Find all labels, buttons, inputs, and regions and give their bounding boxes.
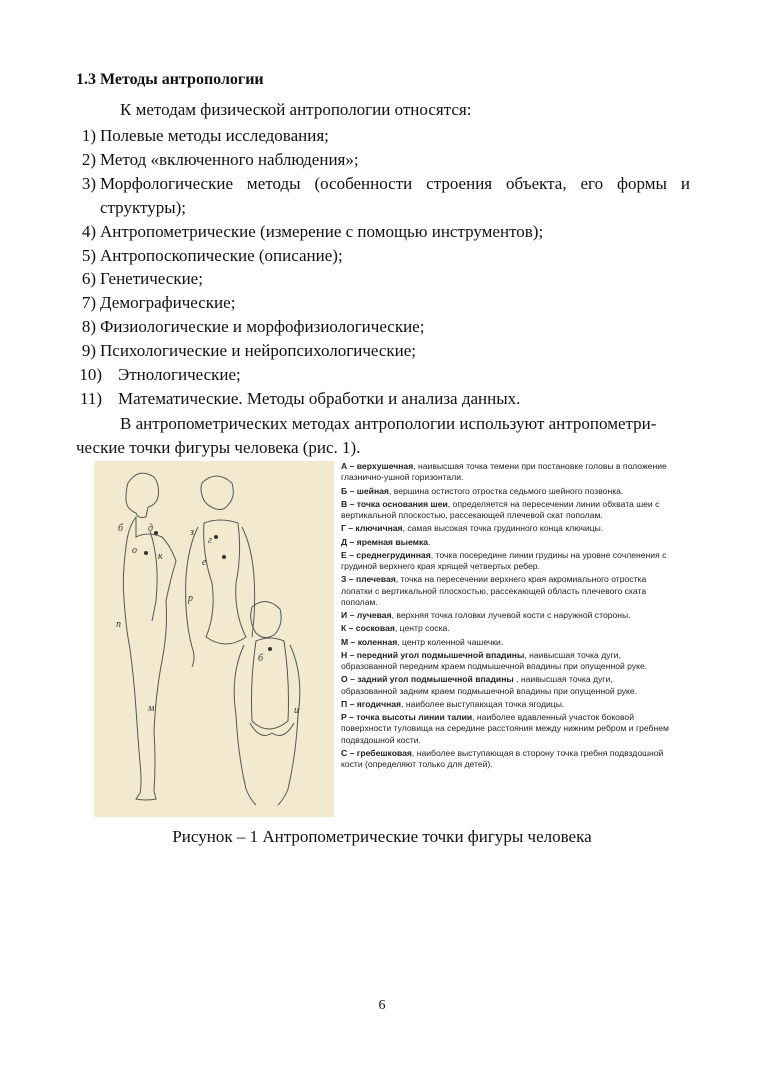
- legend-item: Р – точка высоты линии талии, наиболее вдавленный участок боковой поверхности туловища на середине расстояния между нижним ребром и гребнем подвздошной кости.: [341, 712, 669, 745]
- point-b-marker: [154, 531, 158, 535]
- list-item: 11) Математические. Методы обработки и анализа данных.: [79, 388, 521, 408]
- figure-caption: Рисунок – 1 Антропометрические точки фигуры человека: [172, 827, 592, 846]
- paragraph-line: В антропометрических методах антропологии используют антропометри-: [120, 414, 657, 433]
- point-k-marker: [222, 555, 226, 559]
- figure-legend: [341, 461, 669, 772]
- intro-text: К методам физической антропологии относятся:: [120, 100, 472, 119]
- legend-item: Д – яремная выемка.: [341, 536, 431, 547]
- legend-item: А – верхушечная, наивысшая точка темени при постановке головы в положение глазнично-ушной горизонтали.: [341, 461, 667, 483]
- figure-label: п: [116, 619, 121, 630]
- legend-item: С – гребешковая, наиболее выступающая в сторону точка гребня подвздошной кости (определяют только для детей).: [341, 747, 664, 770]
- anthropometric-figure-illustration: [94, 461, 334, 817]
- legend-item: З – плечевая, точка на пересечении верхнего края акромиального отростка лопатки с вертикальной плоскостью, рассекающей область плечевого ската пополам.: [341, 574, 647, 607]
- paragraph-line: ческие точки фигуры человека (рис. 1).: [76, 438, 361, 457]
- list-item: 6) Генетические;: [81, 269, 203, 289]
- list-item: 10) Этнологические;: [79, 365, 241, 385]
- figure-label: о: [132, 545, 137, 556]
- legend-item: Е – среднегрудинная, точка посередине линии грудины на уровне сочленения с грудиной верхнего края хрящей четвертых ребер.: [341, 549, 667, 572]
- legend-item: П – ягодичная, наиболее выступающая точка ягодицы.: [341, 698, 565, 709]
- list-item: 8) Физиологические и морфофизиологические;: [81, 317, 425, 337]
- list-item: 7) Демографические;: [81, 293, 236, 313]
- legend-item: Б – шейная, вершина остистого отростка седьмого шейного позвонка.: [341, 485, 624, 496]
- figure-label: г: [208, 535, 212, 546]
- figure-label: и: [294, 705, 299, 716]
- figure-label: р: [188, 593, 193, 604]
- figure-label: з: [190, 527, 194, 538]
- figure-label: б: [258, 653, 264, 664]
- point-g-marker: [214, 535, 218, 539]
- legend-item: Г – ключичная, самая высокая точка грудинного конца ключицы.: [341, 523, 604, 534]
- point-b-back-marker: [268, 647, 272, 651]
- paragraph-anthropometric: [76, 412, 690, 460]
- list-item: 1) Полевые методы исследования;: [81, 126, 329, 145]
- list-item: 2) Метод «включенного наблюдения»;: [81, 149, 359, 169]
- figure-label: д: [148, 523, 154, 534]
- legend-item: К – сосковая, центр соска.: [341, 623, 450, 634]
- figure-label: е: [202, 557, 207, 568]
- legend-item: О – задний угол подмышечной впадины , наивысшая точка дуги, образованной задним краем подмышечной впадины при опущенной руке.: [341, 674, 638, 696]
- legend-item: Н – передний угол подмышечной впадины, наивысшая точка дуги, образованной передним краем подмышечной впадины при опущенной руке.: [341, 649, 648, 672]
- section-heading: 1.3 Методы антропологии: [76, 71, 264, 88]
- figure-label: м: [148, 703, 155, 714]
- list-item: 4) Антропометрические (измерение с помощью инструментов);: [81, 221, 544, 241]
- figure-label: б: [118, 523, 124, 534]
- list-item: 5) Антропоскопические (описание);: [81, 245, 343, 265]
- page-number: 6: [378, 998, 386, 1013]
- point-o-marker: [144, 551, 148, 555]
- list-item: 3) Морфологические методы (особенности строения объекта, его формы и структуры);: [81, 173, 690, 217]
- legend-item: В – точка основания шеи, определяется на пересечении линии обхвата шеи с вертикальной плоскостью, рассекающей плечевой скат пополам.: [341, 498, 660, 520]
- figure-label: к: [158, 551, 163, 562]
- legend-item: М – коленная, центр коленной чашечки.: [341, 636, 504, 647]
- list-item: 9) Психологические и нейропсихологические;: [81, 341, 417, 361]
- figure-drawing: [94, 461, 334, 817]
- legend-item: И – лучевая, верхняя точка головки лучевой кости с наружной стороны.: [341, 610, 631, 621]
- methods-list: [0, 124, 764, 411]
